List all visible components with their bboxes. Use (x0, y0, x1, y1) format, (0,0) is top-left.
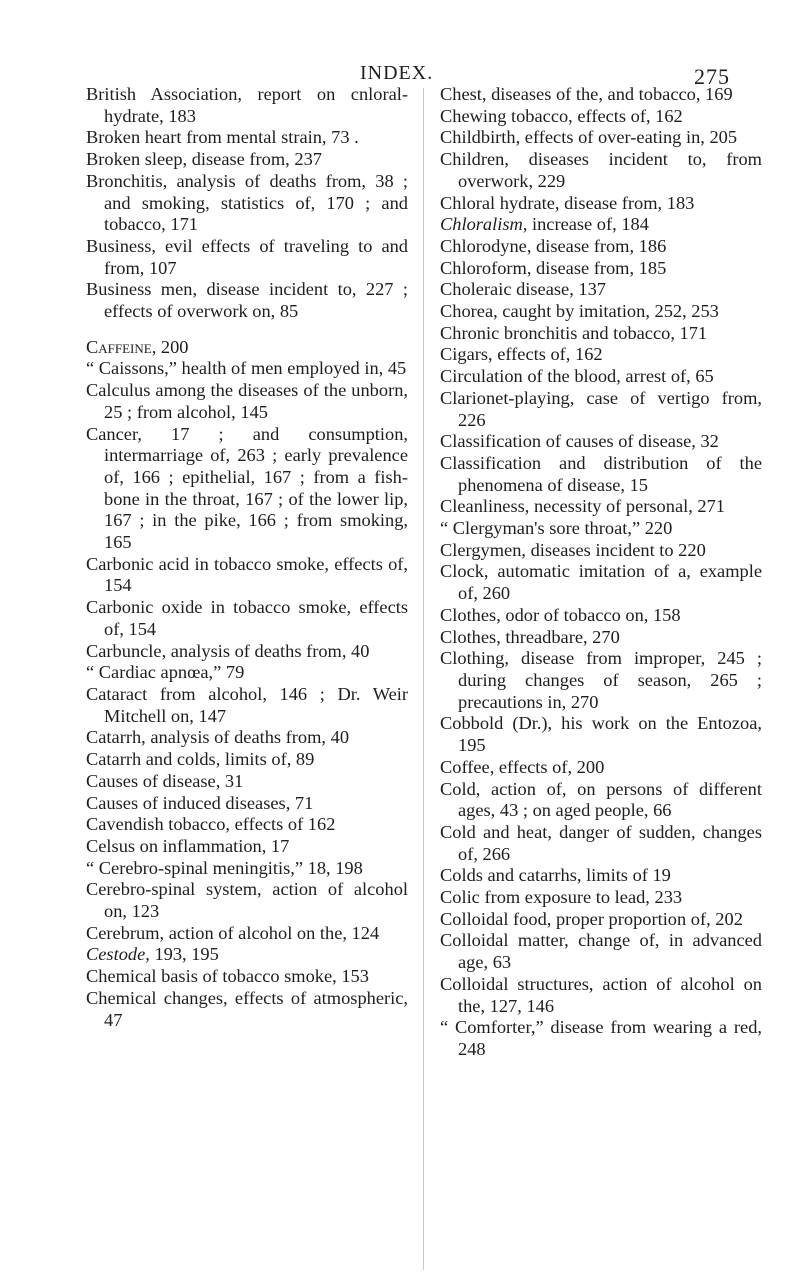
running-title: INDEX. (360, 62, 434, 84)
index-column-right (440, 84, 762, 1061)
index-entry: Chest, diseases of the, and tobacco, 169 (440, 84, 733, 104)
index-entry: Chemical basis of tobacco smoke, 153 (86, 966, 369, 987)
index-entry: Cavendish tobacco, effects of 162 (86, 814, 336, 835)
index-entry: Classification of causes of disease, 32 (440, 431, 719, 452)
index-entry: Chronic bronchitis and tobacco, 171 (440, 322, 708, 343)
index-entry: Cold, action of, on persons of different ages, 43 ; on aged people, 66 (440, 778, 762, 821)
index-entry: Choleraic disease, 137 (440, 279, 606, 300)
index-entry: Colloidal structures, action of alcohol on the, 127, 146 (440, 973, 762, 1016)
index-entry: Cobbold (Dr.), his work on the Entozoa, 195 (440, 713, 762, 756)
index-entry: “ Cardiac apnœa,” 79 (86, 662, 245, 683)
index-entry: Circulation of the blood, arrest of, 65 (440, 366, 714, 387)
index-entry: Business men, disease incident to, 227 ; effects of overwork on, 85 (86, 279, 408, 322)
index-entry: Clothes, odor of tobacco on, 158 (440, 604, 681, 625)
entry-italic-term: Chloralism, (440, 214, 528, 235)
index-entry: Colic from exposure to lead, 233 (440, 887, 683, 908)
index-entry: Children, diseases incident to, from overwork, 229 (440, 149, 762, 191)
index-entry: Chloroform, disease from, 185 (440, 257, 667, 278)
index-entry: Broken heart from mental strain, 73 . (86, 127, 359, 148)
index-entry: “ Comforter,” disease from wearing a red, 248 (440, 1017, 762, 1059)
index-entry: “ Caissons,” health of men employed in, 45 (86, 358, 407, 379)
index-entry: Cigars, effects of, 162 (440, 344, 603, 365)
index-entry: Colloidal food, proper proportion of, 202 (440, 908, 743, 929)
index-entry: Business, evil effects of traveling to and from, 107 (86, 235, 408, 278)
column-divider (423, 88, 424, 1270)
index-entry: Clock, automatic imitation of a, example of, 260 (440, 561, 762, 604)
index-entry: Cancer, 17 ; and consumption, intermarriage of, 263 ; early prevalence of, 166 ; epithelial, 167 ; from a fish-bone in the throat, 167 ; of the lower lip, 167 ; in the pike, 166 ; from smoking, 165 (86, 423, 408, 553)
index-entry: Cleanliness, necessity of personal, 271 (440, 496, 725, 517)
index-entry: British Association, report on cnloral-hydrate, 183 (86, 84, 408, 126)
index-entry: Causes of disease, 31 (86, 770, 244, 791)
index-entry: Chewing tobacco, effects of, 162 (440, 105, 683, 126)
index-entry: Bronchitis, analysis of deaths from, 38 ; and smoking, statistics of, 170 ; and tobacco, 171 (86, 170, 408, 235)
index-entry: Catarrh, analysis of deaths from, 40 (86, 727, 350, 748)
index-entry (86, 944, 408, 966)
index-entry: Broken sleep, disease from, 237 (86, 149, 322, 170)
index-entry: “ Clergyman's sore throat,” 220 (440, 518, 673, 539)
entry-italic-term: Cestode, (86, 944, 150, 965)
index-entry: Chorea, caught by imitation, 252, 253 (440, 301, 719, 322)
index-entry: Chloral hydrate, disease from, 183 (440, 192, 695, 213)
index-entry: Clergymen, diseases incident to 220 (440, 539, 706, 560)
entry-rest: 193, 195 (149, 944, 219, 965)
index-entry (440, 214, 762, 236)
index-entry: “ Cerebro-spinal meningitis,” 18, 198 (86, 857, 363, 878)
index-entry: Cold and heat, danger of sudden, changes of, 266 (440, 821, 762, 864)
index-entry: Cerebro-spinal system, action of alcohol on, 123 (86, 879, 408, 922)
page-number: 275 (694, 64, 730, 89)
index-entry: Clarionet-playing, case of vertigo from, 226 (440, 387, 762, 430)
index-entry: Coffee, effects of, 200 (440, 756, 605, 777)
index-entry: Chemical changes, effects of atmospheric, 47 (86, 987, 408, 1030)
index-entry: Caffeine, 200 (86, 336, 189, 357)
index-entry: Causes of induced diseases, 71 (86, 792, 314, 813)
index-entry: Celsus on inflammation, 17 (86, 835, 290, 856)
index-column-left (86, 84, 408, 1031)
index-entry: Calculus among the diseases of the unborn, 25 ; from alcohol, 145 (86, 380, 408, 422)
index-entry: Classification and distribution of the phenomena of disease, 15 (440, 452, 762, 495)
index-entry: Carbonic oxide in tobacco smoke, effects of, 154 (86, 597, 408, 639)
index-entry: Colloidal matter, change of, in advanced age, 63 (440, 930, 762, 973)
index-entry: Clothing, disease from improper, 245 ; during changes of season, 265 ; precautions in, 270 (440, 648, 762, 712)
index-entry: Cerebrum, action of alcohol on the, 124 (86, 922, 380, 943)
index-entry: Colds and catarrhs, limits of 19 (440, 865, 671, 886)
entry-rest: increase of, 184 (527, 214, 649, 235)
index-entry: Childbirth, effects of over-eating in, 205 (440, 127, 738, 148)
index-entry: Carbuncle, analysis of deaths from, 40 (86, 640, 370, 661)
index-entry: Carbonic acid in tobacco smoke, effects of, 154 (86, 553, 408, 596)
index-entry: Chlorodyne, disease from, 186 (440, 235, 667, 256)
index-entry: Catarrh and colds, limits of, 89 (86, 749, 315, 770)
index-entry: Cataract from alcohol, 146 ; Dr. Weir Mitchell on, 147 (86, 683, 408, 726)
index-entry: Clothes, threadbare, 270 (440, 626, 620, 647)
